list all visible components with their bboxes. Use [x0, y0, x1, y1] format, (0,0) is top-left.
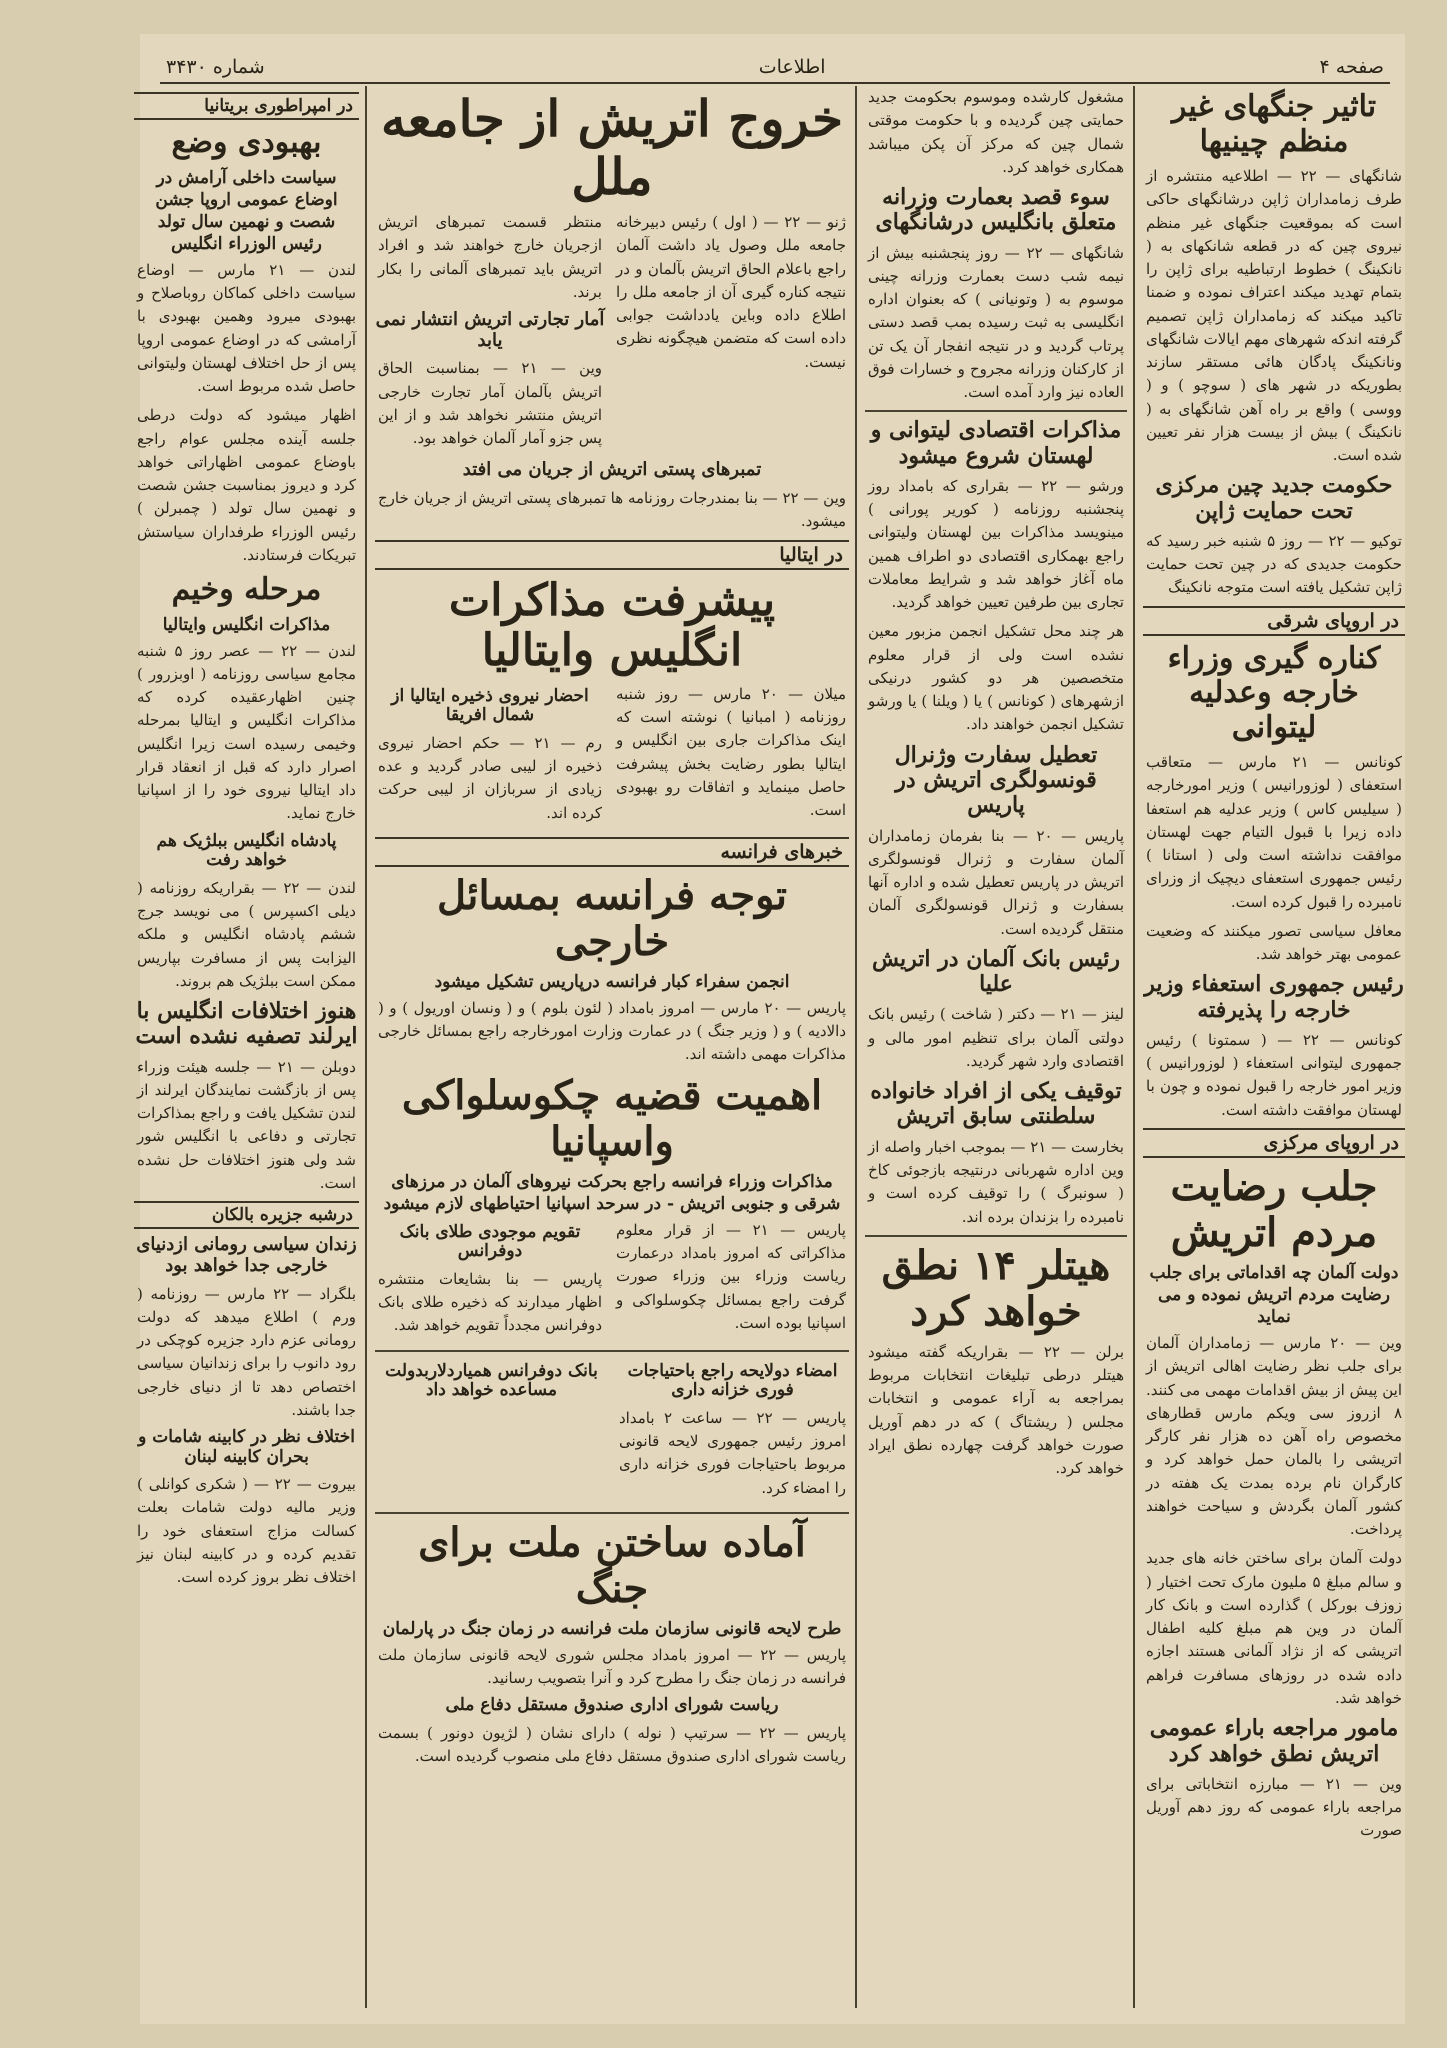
article-text: وین — ۲۲ — بنا بمندرجات روزنامه ها تمبرهای پستی اتریش از جریان خارج میشود. — [378, 489, 847, 531]
headline: اهمیت قضیه چکوسلواکی واسپانیا — [401, 1071, 823, 1165]
article-text: ژنو — ۲۲ — ( اول ) رئیس دبیرخانه جامعه ملل وصول یاد داشت آلمان راجع باعلام الحاق اتریش بآلمان و در نتیجه کناره گیری آن از جامعه ملل را اطلاع داده وباین یادداشت جوابی داده است که متضمن هیچگونه نظری نیست. — [616, 213, 846, 371]
column-rule — [365, 86, 367, 2008]
column-rule — [1133, 86, 1135, 2008]
column-rule — [855, 86, 857, 2008]
sub-column — [375, 211, 605, 456]
headline: تعطیل سفارت وژنرال قونسولگری اتریش در پاریس — [894, 741, 1098, 819]
headline: توجه فرانسه بمسائل خارجی — [437, 871, 787, 965]
section-header: در امپراطوری بریتانیا — [134, 92, 359, 120]
headline: بانک دوفرانس همیاردلاربدولت مساعده خواهد داد — [385, 1360, 598, 1401]
article-text: بخارست — ۲۱ — بموجب اخبار واصله از وین اداره شهربانی درنتیجه بازجوئی کاخ ( سونبرگ ) را توقیف کرده است و نامبرده را بزندان برده اند. — [868, 1137, 1124, 1226]
headline: بهبودی وضع — [171, 125, 322, 160]
headline: رئیس بانک آلمان در اتریش علیا — [871, 945, 1121, 998]
headline: احضار نیروی ذخیره ایتالیا از شمال افریقا — [391, 685, 589, 726]
page-label: صفحه ۴ — [1319, 56, 1384, 78]
article-text: پاریس — ۲۲ — امروز بامداد مجلس شوری لایحه قانونی سازمان ملت فرانسه در زمان جنگ را مطرح کرد و آنرا بتصویب رسانید. — [378, 1645, 847, 1688]
article-text: وین — ۲۱ — بمناسبت الحاق اتریش بآلمان آمار تجارت خارجی اتریش منتشر نخواهد شد و از این پس جزو آمار آلمان خواهد بود. — [378, 359, 603, 448]
article-text: کونانس — ۲۱ مارس — متعاقب استعفای ( لوزورانیس ) وزیر امورخارجه ( سیلیس کاس ) وزیر عدلیه هم استعفا داده زیرا با قبول التیام جهت لهستان موافقت نداشته است ولی ( استانا ) رئیس جمهوری استعفای دیچیک از وزرای نامبرده را قبول کرده است. — [1146, 753, 1402, 911]
sub-column — [616, 1358, 849, 1506]
headline: امضاء دولایحه راجع باحتیاجات فوری خزانه داری — [627, 1360, 838, 1401]
masthead — [160, 52, 1390, 84]
headline: هنوز اختلافات انگلیس با ایرلند تصفیه نشده است — [135, 998, 358, 1050]
two-column-block — [375, 1358, 849, 1506]
article-text: پاریس — ۲۲ — سرتیپ ( نوله ) دارای نشان ( لژیون دونور ) بسمت ریاست شورای اداری صندوق مستقل دفاع ملی منصوب گردیده است. — [378, 1723, 846, 1766]
article-text: اظهار میشود که دولت درطی جلسه آینده مجلس عوام راجع باوضاع عمومی اظهاراتی خواهد کرد و دیروز بمناسبت جشن شصت و نهمین سال تولد ( چمبرلن ) رئیس الوزراء طرفداران سیاستش تبریکات فرستادند. — [137, 406, 356, 564]
section-header: درشبه جزیره بالکان — [134, 1201, 359, 1229]
headline: هیتلر ۱۴ نطق خواهد کرد — [881, 1241, 1111, 1335]
headline: مذاکرات اقتصادی لیتوانی و لهستان شروع میشود — [870, 417, 1122, 469]
article-text: وین — ۲۰ مارس — زمامداران آلمان برای جلب نظر رضایت اهالی اتریش از این پیش از بیش اقدامات مهمی می کنند. ۸ ازروز سی ویکم مارس قطارهای مخصوص راه آهن ده هزار نفر کارگر اتریشی را بالمان حمل خواهد کرد و کارگران نام برده بمدت یک هفته در کشور آلمان بگردش و سیاحت خواهند پرداخت. — [1146, 1334, 1403, 1539]
issue-label: شماره ۳۴۳۰ — [166, 56, 265, 78]
article-text: وین — ۲۱ — مبارزه انتخاباتی برای مراجعه باراء عمومی که روز دهم آوریل صورت — [1146, 1774, 1403, 1840]
headline: ریاست شورای اداری صندوق مستقل دفاع ملی — [445, 1695, 779, 1716]
article-text: منتظر قسمت تمبرهای اتریش ازجریان خارج خواهند شد و افراد اتریش باید تمبرهای آلمانی را بکار برند. — [378, 213, 602, 301]
subheadline: سیاست داخلی آرامش در اوضاع عمومی اروپا جشن شصت و نهمین سال تولد رئیس الوزراء انگلیس — [155, 167, 338, 254]
headline: زندان سیاسی رومانی ازدنیای خارجی جدا خواهد بود — [136, 1234, 357, 1276]
subheadline: انجمن سفراء کبار فرانسه درپاریس تشکیل میشود — [434, 971, 790, 992]
article-text: برلن — ۲۲ — بقراریکه گفته میشود هیتلر درطی تبلیغات انتخابات مربوط بمراجعه به آراء عمومی و انتخابات مجلس ( ریشتاگ ) که در دهم آوریل صورت خواهد گرفت چهارده نطق ایراد خواهد کرد. — [868, 1342, 1124, 1478]
column-4 — [134, 86, 359, 2008]
article-text: پاریس — ۲۱ — از قرار معلوم مذاکراتی که امروز بامداد درعمارت ریاست وزراء بین وزراء صورت گرفت راجع بمسائل چکوسلواکی و اسپانیا بوده است. — [616, 1220, 846, 1332]
article-text: لندن — ۲۲ — بقراریکه روزنامه ( دیلی اکسپرس ) می نویسد جرج ششم پادشاه انگلیس و ملکه الیزابت پس از مسافرت بپاریس ممکن است ببلژیک هم بروند. — [137, 878, 356, 990]
headline: تاثیر جنگهای غیر منظم چینیها — [1171, 89, 1377, 159]
subheadline: مذاکرات انگلیس وایتالیا — [162, 614, 331, 635]
article-text: معافل سیاسی تصور میکنند که وضعیت عمومی بهتر خواهد شد. — [1146, 921, 1402, 964]
article-text: پاریس — ۲۰ — بنا بفرمان زمامداران آلمان سفارت و ژنرال قونسولگری اتریش در پاریس تعطیل شده و اداره آنها بسفارت و ژنرال قونسولگری آلمان منتقل گردیده است. — [868, 826, 1124, 938]
section-header: در اروپای مرکزی — [1143, 1128, 1405, 1158]
subheadline: مذاکرات وزراء فرانسه راجع بحرکت نیروهای آلمان در مرزهای شرقی و جنوبی اتریش - در سرحد اسپانیا احتیاطهای لازم میشود — [383, 1171, 841, 1214]
sub-column — [375, 1358, 608, 1506]
section-header: خبرهای فرانسه — [375, 837, 849, 867]
column-1 — [1143, 86, 1405, 2008]
headline: آمار تجارتی اتریش انتشار نمی یابد — [375, 309, 605, 351]
two-column-block — [375, 683, 849, 831]
divider — [375, 1512, 849, 1514]
headline: مامور مراجعه باراء عمومی اتریش نطق خواهد کرد — [1149, 1715, 1399, 1767]
two-column-block — [375, 1219, 849, 1344]
article-text: هر چند محل تشکیل انجمن مزبور معین نشده است ولی از قرار معلوم متخصصین هر دو کشور درنیکی ازشهرهای ( کونانس ) یا ( ویلنا ) یا ورشو تشکیل انجمن خواهند داد. — [868, 622, 1124, 734]
section-header: در اروپای شرقی — [1143, 606, 1405, 636]
article-text: پاریس — ۲۲ — ساعت ۲ بامداد امروز رئیس جمهوری لایحه قانونی مربوط باحتیاجات فوری خزانه داری را امضاء کرد. — [619, 1408, 847, 1497]
two-column-block — [375, 211, 849, 456]
divider — [375, 1350, 849, 1352]
column-3 — [375, 86, 849, 2008]
headline: پادشاه انگلیس ببلژیک هم خواهد رفت — [156, 830, 337, 871]
divider — [865, 1235, 1127, 1237]
article-text: پاریس — بنا بشایعات منتشره اظهار میدارند که ذخیره طلای بانک دوفرانس مجدداً تقویم خواهد شد. — [378, 1269, 602, 1335]
paper-name: اطلاعات — [758, 56, 826, 78]
headline: تمبرهای پستی اتریش از جریان می افتد — [462, 459, 762, 481]
headline: توقیف یکی از افراد خانواده سلطنتی سابق اتریش — [870, 1078, 1122, 1130]
headline: رئیس جمهوری استعفاء وزیر خارجه را پذیرفته — [1144, 971, 1404, 1023]
article-text: توکیو — ۲۲ — روز ۵ شنبه خبر رسید که حکومت جدیدی که در چین تحت حمایت ژاپن تشکیل یافته است متوجه نانکینگ — [1146, 531, 1402, 597]
headline: تقویم موجودی طلای بانک دوفرانس — [399, 1221, 581, 1262]
section-header: در ایتالیا — [375, 540, 849, 570]
article-text: رم — ۲۱ — حکم احضار نیروی ذخیره از لیبی صادر گردید و عده زیادی از سربازان از لیبی حرکت کرده اند. — [378, 733, 602, 822]
headline: خروج اتریش از جامعه ملل — [380, 89, 844, 206]
headline: سوء قصد بعمارت وزرانه متعلق بانگلیس درشانگهای — [875, 184, 1117, 236]
article-text: شانگهای — ۲۲ — اطلاعیه منتشره از طرف زمامداران ژاپن درشانگهای حاکی است که بموقعیت جنگهای غیر منظم نیروی چین که در قطعه شانکهای به ( نانکینگ ) خطوط ارتباطیه برای ژاپن را بتمام تهدید میکند اعتراف نموده و ضمنا تاکید میکند که زمامداران ژاپن تصمیم گرفته اندکه شهرهای مهم ایالات شانگهای ونانکینگ پادگان هائی مستقر سازند بطوریکه در شهر های ( سوچو ) و ( ووسی ) واقع بر راه آهن شانگهای به ( نانکینگ ) بیش از بیست هزار نفر تعیین شده است. — [1146, 167, 1402, 464]
article-text: ورشو — ۲۲ — بقراری که بامداد روز پنجشنبه روزنامه ( کوریر پورانی ) مینویسد مذاکرات بین لهستان ولیتوانی راجع بهمکاری اقتصادی دو اطراف همین ماه آغاز خواهد شد و شرایط معاملات تجاری بین طرفین تعیین خواهد گردید. — [868, 476, 1124, 612]
headline: حکومت جدید چین مرکزی تحت حمایت ژاپن — [1155, 472, 1393, 524]
article-text: بلگراد — ۲۲ مارس — روزنامه ( ورم ) اطلاع میدهد که دولت رومانی عزم دارد جزیره کوچکی در رود دانوب را برای زندانیان سیاسی اختصاص دهد تا از دنیای خارجی جدا باشند. — [137, 1284, 357, 1419]
article-text: مشغول کارشده وموسوم بحکومت جدید حمایتی چین گردیده و با حکومت موقتی شمال چین که مرکز آن پکن میباشد همکاری خواهد کرد. — [868, 88, 1124, 176]
divider — [865, 410, 1127, 412]
headline: مرحله وخیم — [171, 572, 322, 608]
subheadline: دولت آلمان چه اقداماتی برای جلب رضایت مردم اتریش نموده و می نماید — [1149, 1262, 1399, 1328]
article-text: بیروت — ۲۲ — ( شکری کوانلی ) وزیر مالیه دولت شامات بعلت کسالت مزاج استعفای خود را تقدیم کرده و در کابینه لبنان نیز اختلاف نظر بروز کرده است. — [137, 1475, 356, 1587]
article-text: لندن — ۲۱ مارس — اوضاع سیاست داخلی کماکان روباصلاح و بهبودی میرود وهمین بهبودی با آرامشی که در اوضاع عمومی اروپا پس از حل اختلاف لهستان ولیتوانی حاصل شده مربوط است. — [137, 260, 356, 396]
sub-column — [375, 683, 605, 831]
article-text: شانگهای — ۲۲ — روز پنجشنبه بیش از نیمه شب دست بعمارت وزرانه چینی موسوم به ( وتونیانی ) که بعنوان اداره انگلیسی به ثبت رسیده بمب قصد دستی پرتاب گردید و در نتیجه انفجار آن یک تن از کارکنان وزرانه مجروح و خسارات فوق العاده نیز وارد آمده است. — [868, 243, 1125, 402]
subheadline: طرح لایحه قانونی سازمان ملت فرانسه در زمان جنگ در پارلمان — [382, 1618, 842, 1639]
headline: کناره گیری وزراء خارجه وعدلیه لیتوانی — [1167, 640, 1381, 745]
headline: پیشرفت مذاکرات انگلیس وایتالیا — [448, 574, 776, 677]
sub-column — [375, 1219, 605, 1344]
column-2 — [865, 86, 1127, 2008]
article-text: لینز — ۲۱ — دکتر ( شاخت ) رئیس بانک دولتی آلمان برای تنظیم امور مالی و اقتصادی وارد شهر گردید. — [868, 1005, 1125, 1070]
article-text: دوبلن — ۲۱ — جلسه هیئت وزراء پس از بازگشت نمایندگان ایرلند از لندن تشکیل یافت و راجع بمذاکرات تجارتی و دفاعی با انگلیس شور شد ولی هنوز اختلافات حل نشده است. — [137, 1057, 356, 1192]
article-text: میلان — ۲۰ مارس — روز شنبه روزنامه ( امبانیا ) نوشته است که اینک مذاکرات جاری بین انگلیس و ایتالیا بطور رضایت بخش پیشرفت حاصل مینماید و اتفاقات رو بهبودی است. — [616, 684, 846, 819]
article-text: لندن — ۲۲ — عصر روز ۵ شنبه مجامع سیاسی روزنامه ( اوبزرور ) چنین اظهارعقیده کرده که مذاکرات انگلیس و ایتالیا بمرحله وخیمی رسیده است زیرا انگلیس اصرار دارد که قبل از انعقاد قرار داد ایتالیا نیروی خود را از اسپانیا خارج نماید. — [137, 641, 356, 823]
headline: جلب رضایت مردم اتریش — [1170, 1162, 1378, 1256]
article-text: کونانس — ۲۲ — ( سمتونا ) رئیس جمهوری لیتوانی استعفاء ( لوزورانیس ) وزیر امور خارجه را قبول نموده و چون با لهستان موافقت داشته است. — [1146, 1030, 1402, 1119]
headline: اختلاف نظر در کابینه شامات و بحران کابینه لبنان — [138, 1427, 355, 1467]
article-text: دولت آلمان برای ساختن خانه های جدید و سالم مبلغ ۵ ملیون مارک تحت اختیار ( زوزف بورکل ) گذارده است و بانک کار آلمان در وین هم مبلغ کلیه اطفال اتریشی که از نژاد آلمانی هستند اجازه داده شده در روزهای مسافرت فراهم خواهد شد. — [1146, 1549, 1402, 1707]
headline: آماده ساختن ملت برای جنگ — [418, 1518, 806, 1612]
article-text: پاریس — ۲۰ مارس — امروز بامداد ( لئون بلوم ) و ( ونسان اوریول ) و ( دالادیه ) و ( وزیر جنگ ) در عمارت وزارت امورخارجه راجع بمسائل خارجی مذاکرات مهمی داشته اند. — [378, 998, 847, 1064]
